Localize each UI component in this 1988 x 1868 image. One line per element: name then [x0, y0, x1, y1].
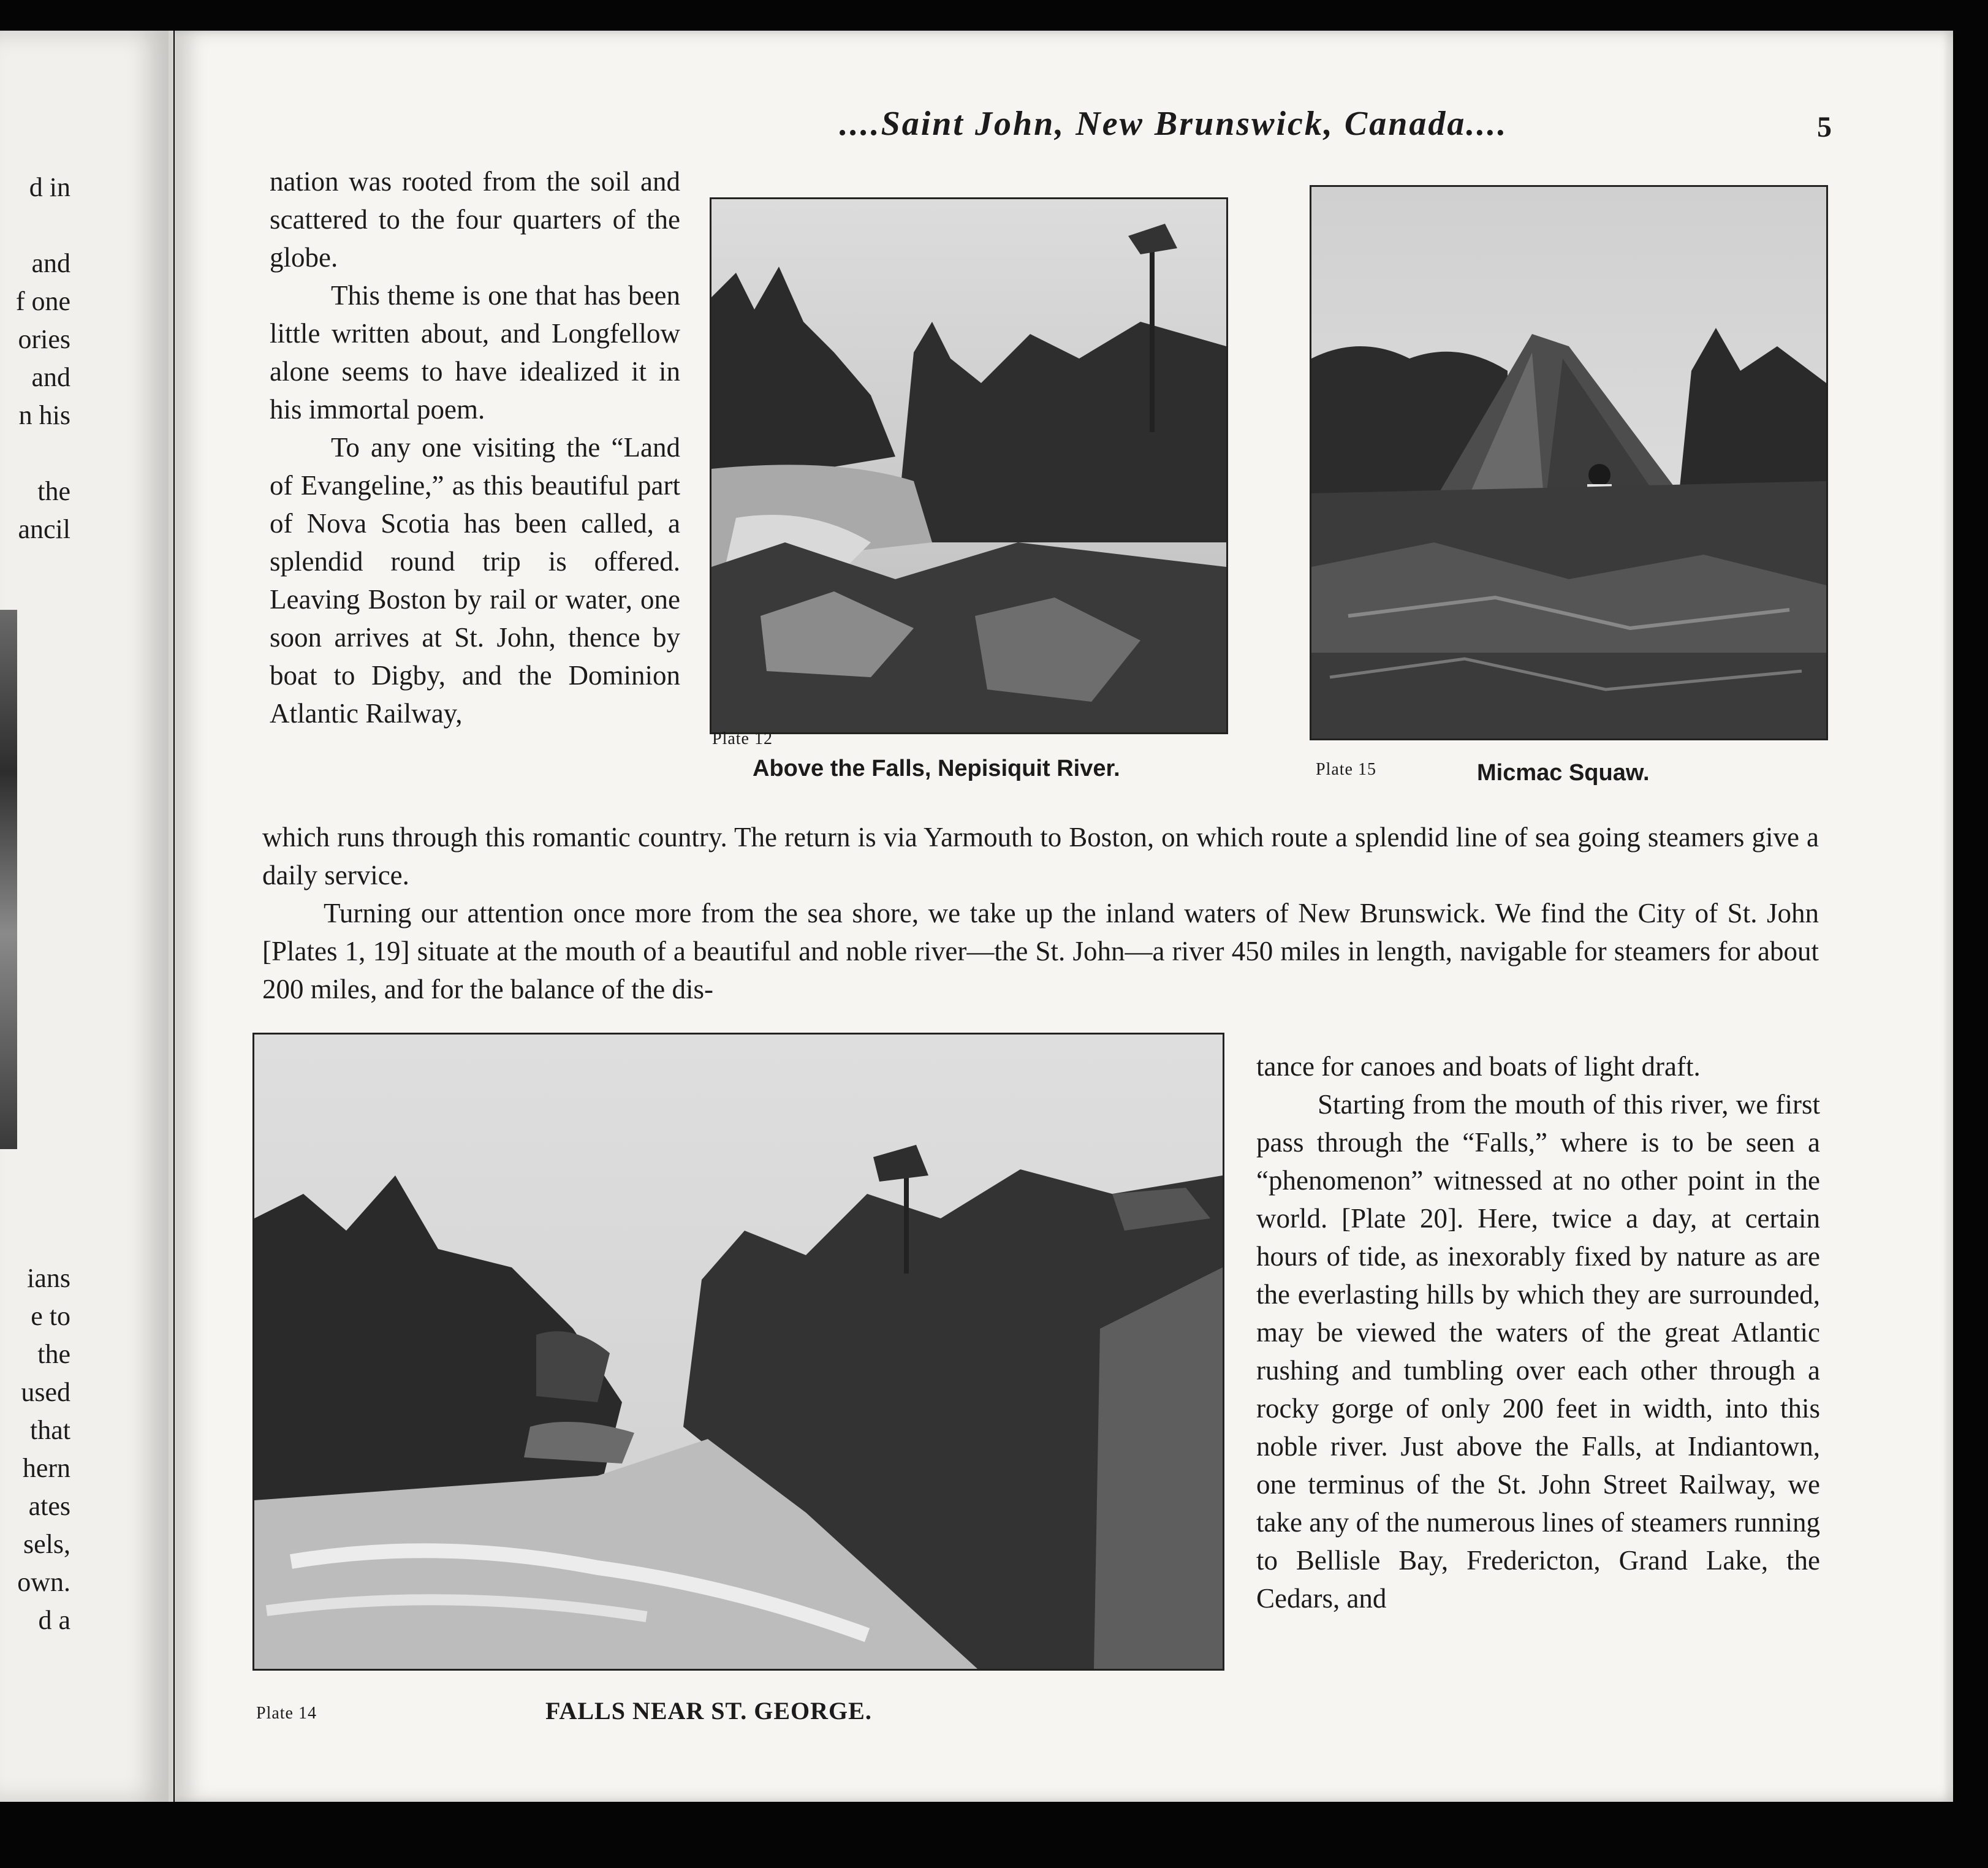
left-page-fragments-bottom — [0, 1259, 169, 1639]
left-page-fragments-top — [0, 169, 169, 549]
paragraph: Starting from the mouth of this river, we first pass through the “Falls,” where is to be seen a “phenomenon” witnessed at no other point in the world. [Plate 20]. Here, twice a day, at certain hours of tide, as inexorably fixed by nature as are the everlasting hills by which they are surrounded, may be viewed the waters of the great Atlantic rushing and tumbling over each other through a rocky gorge of only 200 feet in width, into this noble river. Just above the Falls, at Indiantown, one terminus of the St. John Street Railway, we take any of the numerous lines of steamers running to Bellisle Bay, Fredericton, Grand Lake, the Cedars, and — [1256, 1089, 1820, 1614]
running-head: ....Saint John, New Brunswick, Canada.... — [839, 105, 1508, 143]
fragment-line: that — [30, 1415, 70, 1445]
fragment-line: sels, — [23, 1529, 70, 1559]
plate-15-label: Plate 15 — [1316, 760, 1376, 779]
paragraph: nation was rooted from the soil and scattered to the four quarters of the globe. — [270, 166, 680, 273]
fragment-line — [0, 435, 169, 473]
fragment-line: n his — [18, 400, 70, 430]
previous-page-photo-edge — [0, 610, 17, 1149]
text-full-width — [262, 818, 1819, 1008]
fragment-line: used — [21, 1377, 70, 1407]
photo-plate-14 — [252, 1033, 1224, 1671]
photo-plate-12 — [710, 197, 1228, 734]
fragment-line: d in — [29, 172, 70, 202]
text-column-bottom-right — [1256, 1047, 1820, 1617]
fragment-line: ians — [27, 1263, 70, 1293]
fragment-line: and — [31, 248, 70, 278]
fragment-line: hern — [22, 1453, 70, 1483]
fragment-line — [0, 207, 169, 245]
fragment-line: d a — [38, 1605, 70, 1635]
text-column-top-left — [270, 162, 680, 732]
previous-page-edge — [0, 31, 173, 1802]
fragment-line: ates — [28, 1491, 70, 1521]
fragment-line: f one — [15, 286, 70, 316]
plate-12-label: Plate 12 — [712, 729, 773, 748]
fragment-line: the — [37, 476, 70, 506]
plate-14-caption: FALLS NEAR ST. GEORGE. — [545, 1697, 872, 1725]
paragraph: tance for canoes and boats of light draft. — [1256, 1051, 1701, 1082]
plate-12-caption: Above the Falls, Nepisiquit River. — [753, 756, 1120, 781]
plate-15-caption: Micmac Squaw. — [1477, 760, 1650, 786]
paragraph: To any one visiting the “Land of Evangeline,” as this beautiful part of Nova Scotia has been called, a splendid round trip is offered. Leaving Boston by rail or water, one soon arrives at St. John, thence by boat to Digby, and the Dominion Atlantic Railway, — [270, 432, 680, 729]
plate-14-label: Plate 14 — [256, 1704, 317, 1723]
fragment-line: ancil — [18, 514, 70, 544]
fragment-line: e to — [31, 1301, 70, 1331]
page-5 — [175, 31, 1953, 1802]
fragment-line: ories — [18, 324, 70, 354]
fragment-line: and — [31, 362, 70, 392]
paragraph: Turning our attention once more from the sea shore, we take up the inland waters of New Brunswick. We find the City of St. John [Plates 1, 19] situate at the mouth of a beautiful and noble river—the St. John—a river 450 miles in length, navigable for steamers for about 200 miles, and for the balance of the dis- — [262, 898, 1819, 1004]
photo-plate-15 — [1310, 185, 1828, 740]
page-number: 5 — [1817, 111, 1832, 143]
paragraph: which runs through this romantic country. The return is via Yarmouth to Boston, on which route a splendid line of sea going steamers give a daily service. — [262, 822, 1819, 890]
paragraph: This theme is one that has been little written about, and Longfellow alone seems to have idealized it in his immortal poem. — [270, 280, 680, 425]
fragment-line: own. — [17, 1567, 70, 1597]
fragment-line: the — [37, 1339, 70, 1369]
